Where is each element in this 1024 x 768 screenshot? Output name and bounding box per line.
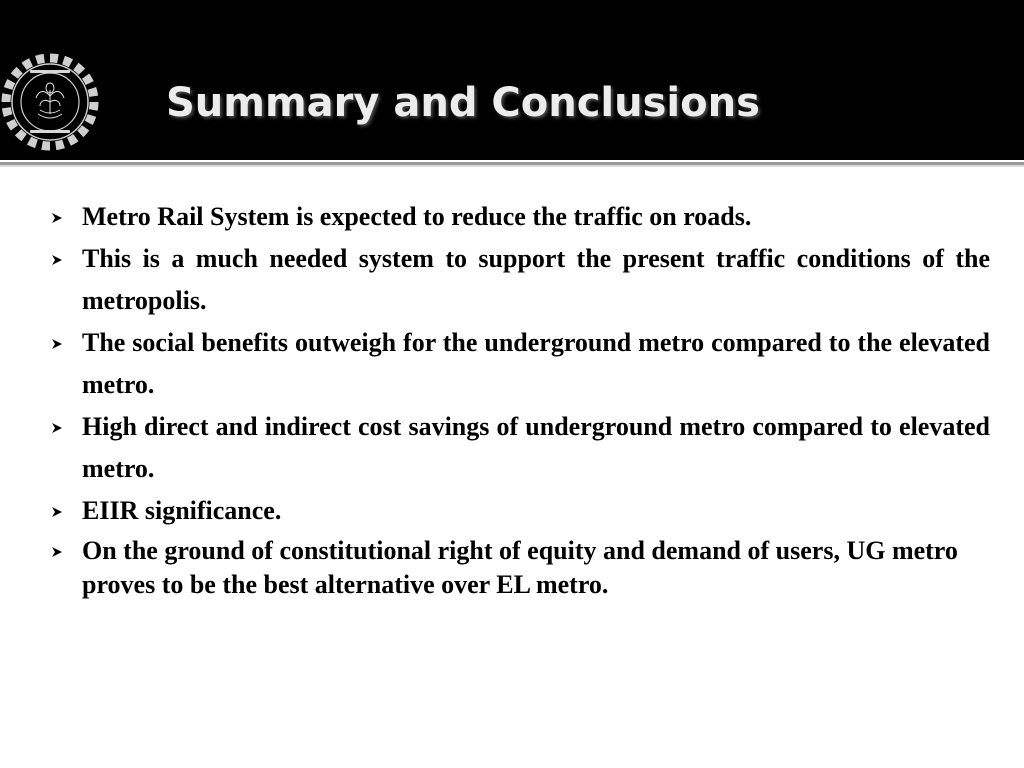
arrowhead-bullet-icon (50, 505, 64, 519)
conclusion-list (46, 196, 990, 602)
bullet-text: The social benefits outweigh for the underground metro compared to the elevated metro. (82, 328, 990, 399)
list-item (46, 238, 990, 322)
bullet-text: On the ground of constitutional right of equity and demand of users, UG metro proves to be the best alternative over EL metro. (82, 536, 958, 599)
bullet-text: Metro Rail System is expected to reduce the traffic on roads. (82, 202, 752, 231)
list-item (46, 196, 990, 238)
list-item (46, 490, 990, 532)
bullet-text: EIIR significance. (82, 496, 282, 525)
bullet-text: High direct and indirect cost savings of underground metro compared to elevated metro. (82, 412, 990, 483)
institute-emblem-icon (0, 52, 100, 152)
bullet-text: This is a much needed system to support the present traffic conditions of the metropolis. (82, 244, 990, 315)
list-item (46, 406, 990, 490)
arrowhead-bullet-icon (50, 337, 64, 351)
arrowhead-bullet-icon (50, 421, 64, 435)
arrowhead-bullet-icon (50, 211, 64, 225)
arrowhead-bullet-icon (50, 545, 64, 559)
slide-title: Summary and Conclusions (166, 80, 760, 126)
list-item (46, 322, 990, 406)
header-divider-highlight (0, 165, 1024, 167)
list-item (46, 534, 990, 602)
arrowhead-bullet-icon (50, 253, 64, 267)
